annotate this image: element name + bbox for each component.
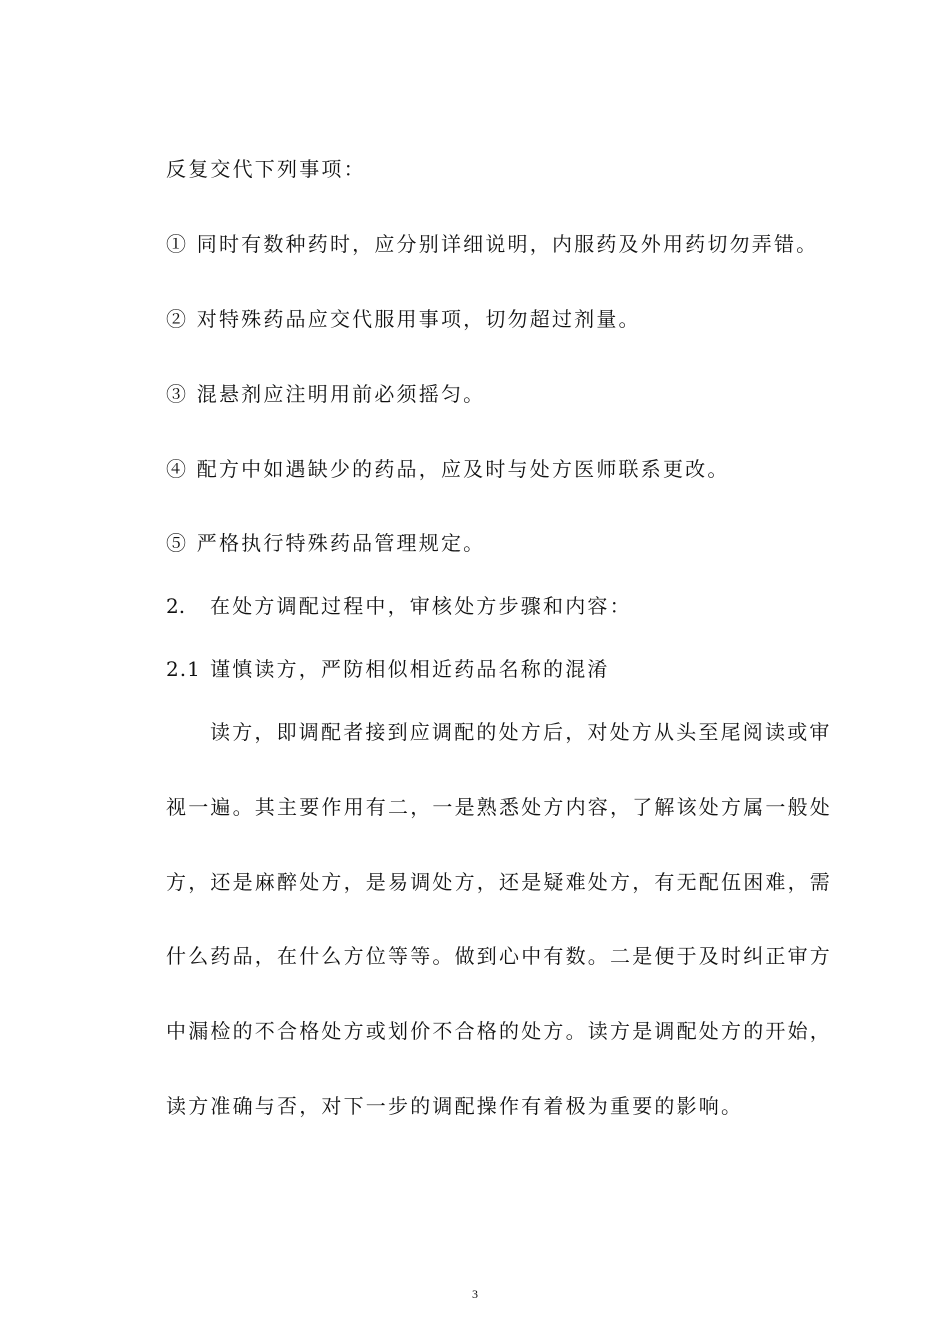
section-number: 2. <box>166 594 186 618</box>
intro-line: 反复交代下列事项： <box>166 157 366 181</box>
paragraph-line-2: 视一遍。其主要作用有二，一是熟悉处方内容，了解该处方属一般处 <box>166 795 832 819</box>
list-item-5: ⑤ 严格执行特殊药品管理规定。 <box>166 531 486 555</box>
subsection-heading <box>166 656 610 682</box>
section-title: 在处方调配过程中，审核处方步骤和内容： <box>210 594 632 618</box>
paragraph-line-1: 读方，即调配者接到应调配的处方后，对处方从头至尾阅读或审 <box>210 720 832 744</box>
paragraph-line-3: 方，还是麻醉处方，是易调处方，还是疑难处方，有无配伍困难，需 <box>166 870 832 894</box>
subsection-number: 2.1 <box>166 657 201 681</box>
subsection-title: 谨慎读方，严防相似相近药品名称的混淆 <box>210 657 610 681</box>
paragraph-line-4: 什么药品，在什么方位等等。做到心中有数。二是便于及时纠正审方 <box>166 944 832 968</box>
list-item-4: ④ 配方中如遇缺少的药品，应及时与处方医师联系更改。 <box>166 457 730 481</box>
list-item-1: ① 同时有数种药时，应分别详细说明，内服药及外用药切勿弄错。 <box>166 232 819 256</box>
paragraph-line-6: 读方准确与否，对下一步的调配操作有着极为重要的影响。 <box>166 1094 744 1118</box>
list-item-3: ③ 混悬剂应注明用前必须摇匀。 <box>166 382 486 406</box>
page-number: 3 <box>472 1287 478 1301</box>
list-item-2: ② 对特殊药品应交代服用事项，切勿超过剂量。 <box>166 307 641 331</box>
paragraph-line-5: 中漏检的不合格处方或划价不合格的处方。读方是调配处方的开始， <box>166 1019 832 1043</box>
section-heading <box>166 593 632 619</box>
